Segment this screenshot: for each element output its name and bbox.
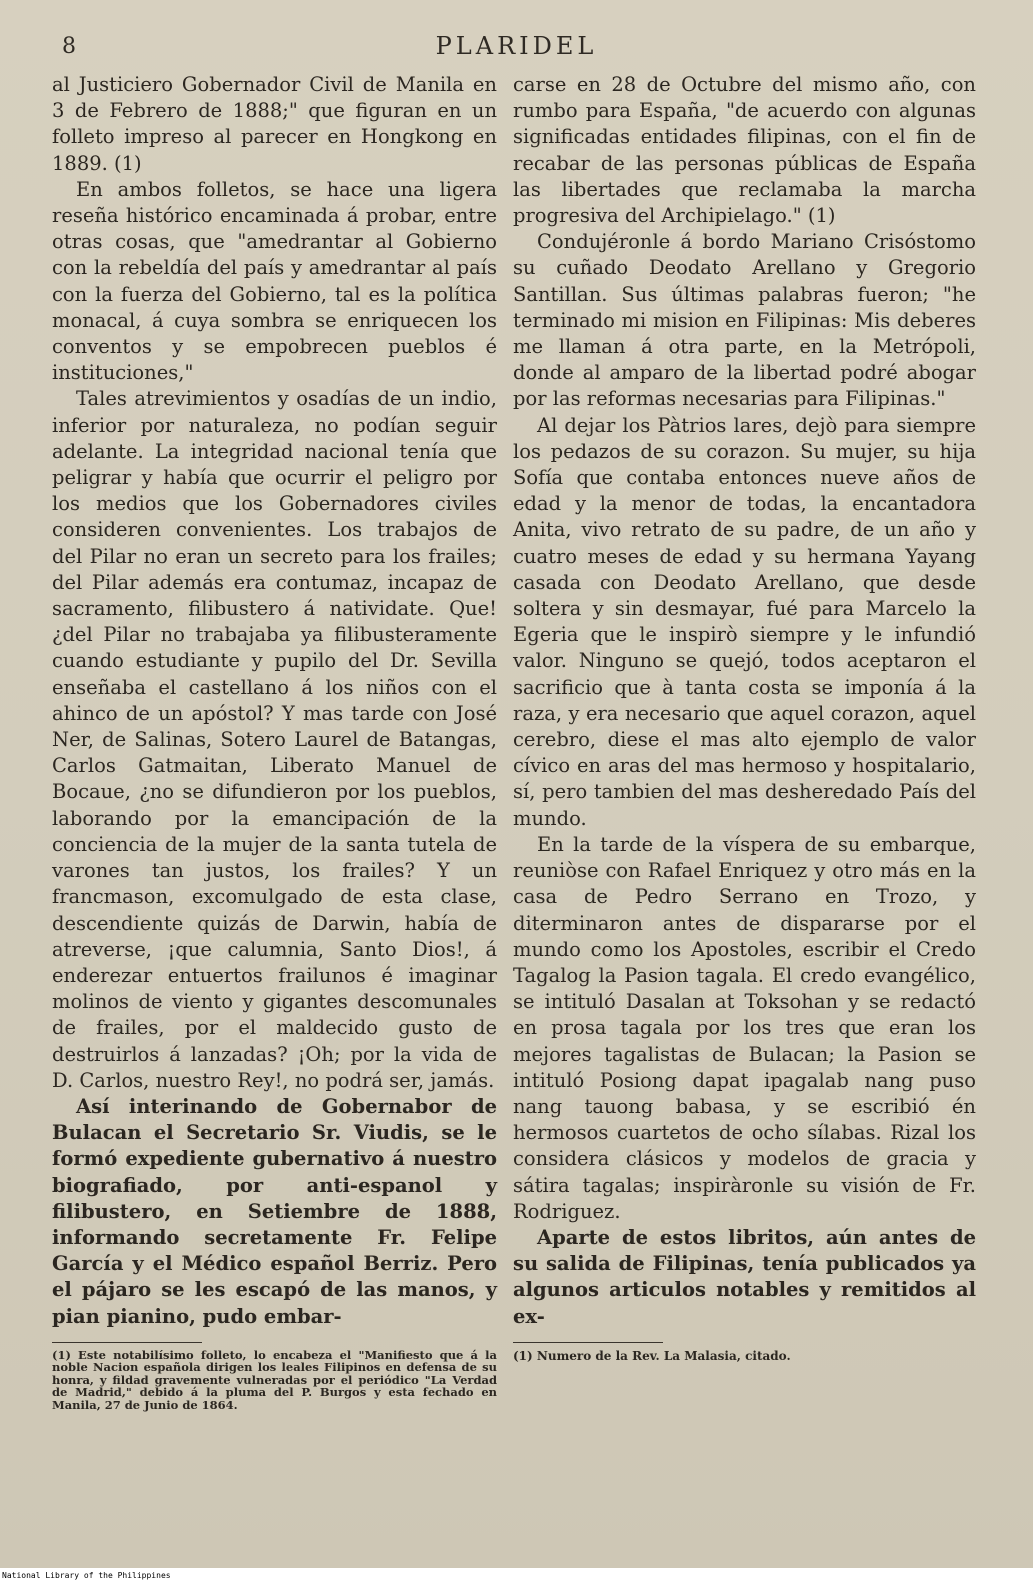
- paragraph: al Justiciero Gobernador Civil de Manila en 3 de Febrero de 1888;" que figuran en un folleto impreso al parecer en Hongkong en 1889. (1): [52, 73, 497, 175]
- paragraph: En la tarde de la víspera de su embarque, reuniòse con Rafael Enriquez y otro más en la casa de Pedro Serrano en Trozo, y diterminaron antes de dispararse por el mundo como los Apostoles, escribir el Credo Tagalog la Pasion tagala. El credo evangélico, se intituló Dasalan at Toksohan y se redactó en prosa tagala por los tres que eran los mejores tagalistas de Bulacan; la Pasion se intituló Posiong dapat ipagalab nang puso nang tauong babasa, y se escribió én hermosos cuartetos de ocho sílabas. Rizal los considera clásicos y modelos de gracia y sátira tagalas; inspiràronle su visión de Fr. Rodriguez.: [513, 832, 976, 1223]
- paragraph: Al dejar los Pàtrios lares, dejò para siempre los pedazos de su corazon. Su mujer, su hija Sofía que contaba entonces nueve años de edad y la menor de todas, la encantadora Anita, vivo retrato de su padre, de un año y cuatro meses de edad y su hermana Yayang casada con Deodato Arellano, que desde soltera y sin desmayar, fué para Marcelo la Egeria que le inspirò siempre y le infundió valor. Ninguno se quejó, todos aceptaron el sacrificio que à tanta costa se imponía á la raza, y era necesario que aquel corazon, aquel cerebro, diese el mas alto ejemplo de valor cívico en aras del mas hermoso y hospitalario, sí, pero tambien del mas desheredado País del mundo.: [513, 413, 976, 830]
- paragraph: Aparte de estos libritos, aún antes de su salida de Filipinas, tenía publicados ya algunos articulos notables y remitidos al ex-: [513, 1225, 976, 1328]
- library-credit: National Library of the Philippines: [2, 1571, 171, 1580]
- footnote: (1) Numero de la Rev. La Malasia, citado.: [513, 1348, 791, 1363]
- paragraph: Tales atrevimientos y osadías de un indio, inferior por naturaleza, no podían seguir adelante. La integridad nacional tenía que peligrar y había que ocurrir el peligro por los medios que los Gobernadores civiles consideren convenientes. Los trabajos de del Pilar no eran un secreto para los frailes; del Pilar además era contumaz, incapaz de sacramento, filibustero á natividate. Que! ¿del Pilar no trabajaba ya filibusteramente cuando estudiante y pupilo del Dr. Sevilla enseñaba el castellano á los niños con el ahinco de un apóstol? Y mas tarde con José Ner, de Salinas, Sotero Laurel de Batangas, Carlos Gatmaitan, Liberato Manuel de Bocaue, ¿no se difundieron por los pueblos, laborando por la emancipación de la conciencia de la mujer de la santa tutela de varones tan justos, los frailes? Y un francmason, excomulgado de esta clase, descendiente quizás de Darwin, había de atreverse, ¡que calumnia, Santo Dios!, á enderezar entuertos frailunos é imaginar molinos de viento y gigantes descomunales de frailes, por el maldecido gusto de destruirlos á lanzadas? ¡Oh; por la vida de D. Carlos, nuestro Rey!, no podrá ser, jamás.: [52, 387, 497, 1092]
- left-column: [52, 72, 497, 1411]
- footnote: (1) Este notabilísimo folleto, lo encabeza el "Manifiesto que á la noble Nacion española dirigen los leales Filipinos en defensa de su honra, y fildad gravemente vulneradas por el periódico "La Verdad de Madrid," debido á la pluma del P. Burgos y esta fechado en Manila, 27 de Junio de 1864.: [52, 1347, 497, 1412]
- paragraph: Así interinando de Gobernabor de Bulacan el Secretario Sr. Viudis, se le formó expediente gubernativo á nuestro biografiado, por anti-espanol y filibustero, en Setiembre de 1888, informando secretamente Fr. Felipe García y el Médico español Berriz. Pero el pájaro se les escapó de las manos, y pian pianino, pudo embar-: [52, 1094, 497, 1328]
- page-title: PLARIDEL: [435, 32, 598, 60]
- page-number: 8: [62, 34, 76, 59]
- footnote-divider: [52, 1342, 202, 1343]
- footnote-divider: [513, 1342, 663, 1343]
- paragraph: En ambos folletos, se hace una ligera reseña histórico encaminada á probar, entre otras cosas, que "amedrantar al Gobierno con la rebeldía del país y amedrantar al país con la fuerza del Gobierno, tal es la política monacal, á cuya sombra se enriquecen los conventos y se empobrecen pueblos é instituciones,": [52, 177, 497, 385]
- page-header: [0, 32, 1033, 66]
- right-column: [513, 72, 976, 1363]
- paragraph: carse en 28 de Octubre del mismo año, con rumbo para España, "de acuerdo con algunas significadas entidades filipinas, con el fin de recabar de las personas públicas de España las libertades que reclamaba la marcha progresiva del Archipielago." (1): [513, 73, 976, 228]
- paragraph: Condujéronle á bordo Mariano Crisóstomo su cuñado Deodato Arellano y Gregorio Santillan. Sus últimas palabras fueron; "he terminado mi mision en Filipinas: Mis deberes me llaman á otra parte, en la Metrópoli, donde al amparo de la libertad podré abogar por las reformas necesarias para Filipinas.": [513, 230, 976, 411]
